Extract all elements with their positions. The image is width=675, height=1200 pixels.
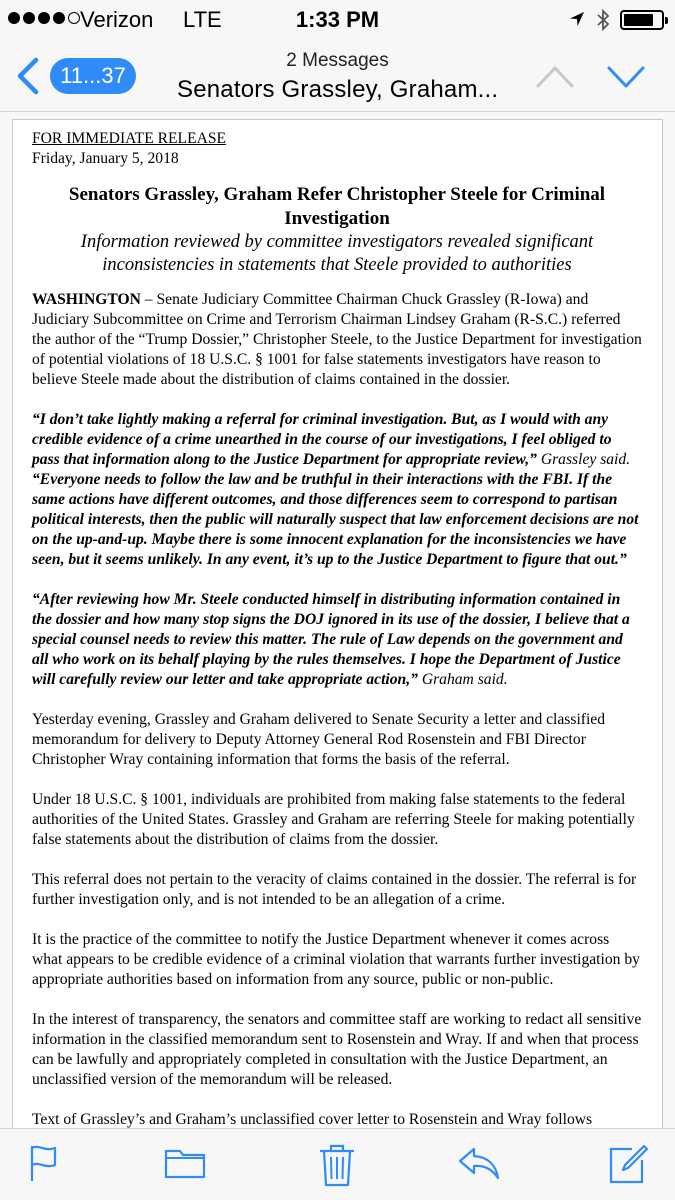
grassley-quote-part-1: “I don’t take lightly making a referral for criminal investigation. But, as I would with any credible evidence of a crime unearthed in the course of our investigations, I feel obliged to pass that information along to the Justice Department for appropriate review,” xyxy=(32,411,612,468)
battery-icon xyxy=(620,10,664,30)
intro-paragraph xyxy=(32,290,642,390)
body-paragraph: Text of Grassley’s and Graham’s unclassified cover letter to Rosenstein and Wray follows xyxy=(32,1111,593,1128)
previous-message-icon[interactable] xyxy=(535,62,575,90)
status-bar xyxy=(0,0,675,40)
body-paragraph: In the interest of transparency, the senators and committee staff are working to redact all sensitive information in the classified memorandum sent to Rosenstein and Wray. If and when that process can be lawfully and appropriately completed in consultation with the Justice Department, an unclassified version of the memorandum will be released. xyxy=(32,1011,642,1088)
graham-quote-paragraph xyxy=(32,590,642,690)
grassley-quote-paragraph xyxy=(32,410,642,570)
grassley-quote-part-2: “Everyone needs to follow the law and be truthful in their interactions with the FBI. If the same actions have different outcomes, and those differences seem to correspond to partisan political interests, then the public will naturally suspect that law enforcement decisions are not on the up-and-up. Maybe there is some innocent explanation for the inconsistencies we have seen, but it seems unlikely. In any event, it’s up to the Justice Department to figure that out.” xyxy=(32,471,639,568)
message-body[interactable] xyxy=(0,113,675,1128)
graham-quote: “After reviewing how Mr. Steele conducted himself in distributing information contained in the dossier and how many stop signs the DOJ ignored in its use of the dossier, I believe that a special counsel needs to review this matter. The rule of Law depends on the government and all who work on its behalf playing by the rules themselves. I hope the Department of Justice will carefully review our letter and take appropriate action,” xyxy=(32,591,630,688)
back-mailbox-count-button[interactable]: 11...37 xyxy=(50,58,136,94)
press-release-subtitle: Information reviewed by committee investigators revealed significant inconsistencies in statements that Steele provided to authorities xyxy=(80,232,594,275)
carrier-name: Verizon xyxy=(80,7,154,32)
graham-attribution: Graham said. xyxy=(417,671,508,688)
battery-level xyxy=(624,14,653,26)
intro-text: – Senate Judiciary Committee Chairman Chuck Grassley (R-Iowa) and Judiciary Subcommittee on Crime and Terrorism Chairman Lindsey Graham (R-S.C.) referred the author of the “Trump Dossier,” Christopher Steele, to the Justice Department for investigation of potential violations of 18 U.S.C. § 1001 for false statements investigators have reason to believe Steele made about the distribution of claims contained in the dossier. xyxy=(32,291,642,388)
body-paragraph: This referral does not pertain to the veracity of claims contained in the dossier. The referral is for further investigation only, and is not intended to be an allegation of a crime. xyxy=(32,871,637,908)
network-type: LTE xyxy=(183,7,222,32)
compose-icon[interactable] xyxy=(608,1143,648,1185)
body-paragraph: Under 18 U.S.C. § 1001, individuals are prohibited from making false statements to the federal authorities of the United States. Grassley and Graham are referring Steele for making potentially false statements about the distribution of claims from the dossier. xyxy=(32,791,635,848)
location-arrow-icon xyxy=(568,10,586,28)
trash-icon[interactable] xyxy=(318,1143,356,1187)
grassley-attribution: Grassley said. xyxy=(536,451,631,468)
body-paragraph: Yesterday evening, Grassley and Graham delivered to Senate Security a letter and classified memorandum for delivery to Deputy Attorney General Rod Rosenstein and FBI Director Christopher Wray containing information that forms the basis of the referral. xyxy=(32,711,606,768)
release-date: Friday, January 5, 2018 xyxy=(32,150,179,167)
press-release-document xyxy=(12,119,663,1149)
bluetooth-icon xyxy=(596,8,610,32)
flag-icon[interactable] xyxy=(27,1143,63,1183)
thread-title: Senators Grassley, Graham... xyxy=(177,76,499,103)
dateline: WASHINGTON xyxy=(32,291,141,308)
message-nav-bar xyxy=(0,40,675,112)
reply-icon[interactable] xyxy=(456,1143,502,1183)
next-message-icon[interactable] xyxy=(606,62,646,90)
folder-icon[interactable] xyxy=(163,1143,207,1183)
status-time: 1:33 PM xyxy=(295,7,380,32)
message-count-label: 2 Messages xyxy=(286,50,389,71)
release-label: FOR IMMEDIATE RELEASE xyxy=(32,130,227,147)
press-release-title: Senators Grassley, Graham Refer Christopher Steele for Criminal Investigation xyxy=(68,184,606,229)
mail-toolbar xyxy=(0,1128,675,1200)
body-paragraph: It is the practice of the committee to notify the Justice Department whenever it comes across what appears to be credible evidence of a criminal violation that warrants further investigation by appropriate authorities based on information from any source, public or non-public. xyxy=(32,931,640,988)
